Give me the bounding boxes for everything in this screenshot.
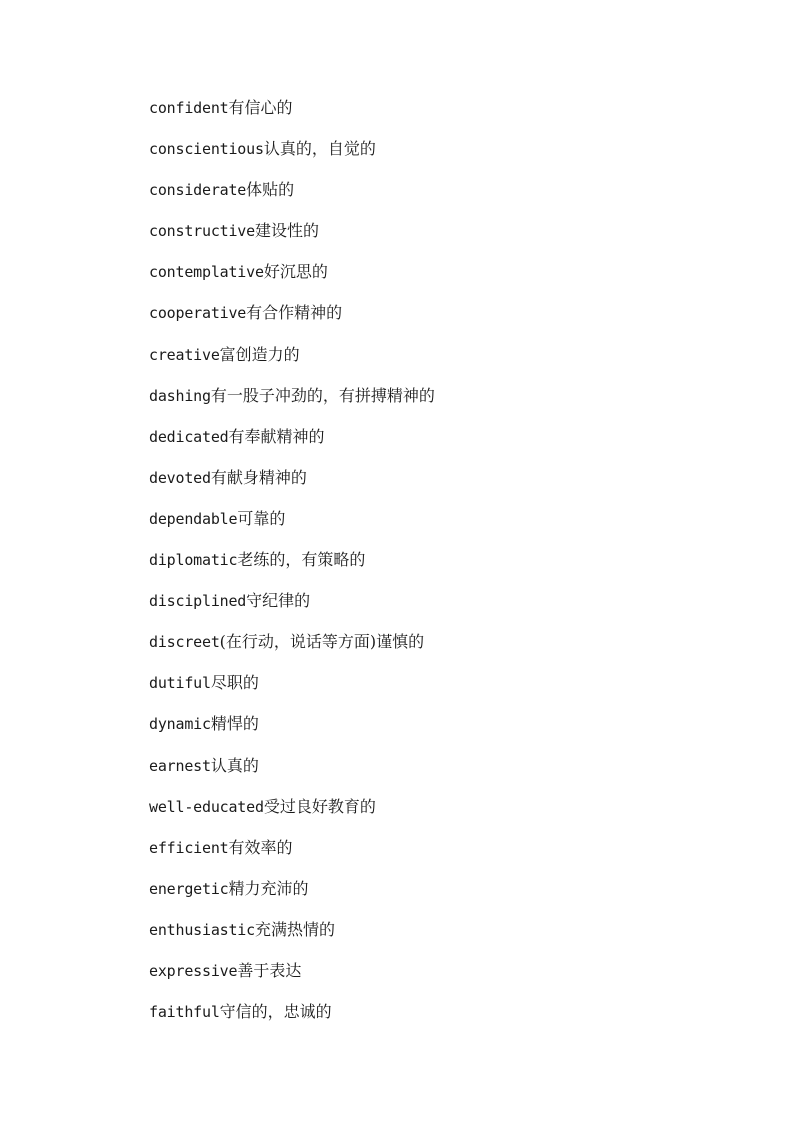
term: contemplative (149, 263, 264, 282)
term: earnest (149, 756, 211, 775)
term: disciplined (149, 592, 247, 611)
gloss: 建设性的 (254, 221, 319, 241)
gloss: (在行动，说话等方面)谨慎的 (219, 632, 425, 652)
gloss: 有合作精神的 (246, 303, 343, 323)
gloss: 精悍的 (210, 714, 259, 734)
gloss: 尽职的 (210, 673, 259, 693)
gloss: 守纪律的 (246, 591, 311, 611)
term: enthusiastic (149, 920, 255, 939)
term: constructive (149, 222, 255, 241)
gloss: 善于表达 (237, 960, 302, 980)
list-item (149, 796, 435, 837)
list-item (149, 467, 435, 508)
term: dependable (149, 509, 238, 528)
list-item (149, 1001, 435, 1042)
vocabulary-list (149, 97, 435, 1042)
list-item (149, 590, 435, 631)
gloss: 有一股子冲劲的，有拼搏精神的 (210, 385, 435, 405)
list-item (149, 755, 435, 796)
term: efficient (149, 838, 229, 857)
term: dutiful (149, 674, 211, 693)
list-item (149, 261, 435, 302)
term: cooperative (149, 304, 247, 323)
gloss: 受过良好教育的 (263, 796, 376, 816)
list-item (149, 713, 435, 754)
list-item (149, 385, 435, 426)
term: expressive (149, 961, 238, 980)
term: confident (149, 99, 229, 117)
term: dashing (149, 386, 211, 405)
term: dynamic (149, 715, 211, 734)
gloss: 可靠的 (237, 508, 286, 528)
term: faithful (149, 1003, 220, 1022)
list-item (149, 837, 435, 878)
term: devoted (149, 468, 211, 487)
gloss: 老练的，有策略的 (237, 550, 366, 570)
term: conscientious (149, 140, 264, 159)
term: discreet (149, 633, 220, 652)
list-item (149, 97, 435, 138)
list-item (149, 344, 435, 385)
list-item (149, 878, 435, 919)
list-item (149, 549, 435, 590)
gloss: 好沉思的 (263, 262, 328, 282)
list-item (149, 302, 435, 343)
term: dedicated (149, 427, 229, 446)
gloss: 精力充沛的 (228, 878, 309, 898)
list-item (149, 631, 435, 672)
gloss: 有信心的 (228, 98, 293, 117)
gloss: 充满热情的 (254, 919, 335, 939)
gloss: 有效率的 (228, 837, 293, 857)
list-item (149, 672, 435, 713)
list-item (149, 960, 435, 1001)
list-item (149, 508, 435, 549)
gloss: 守信的，忠诚的 (219, 1002, 332, 1022)
term: well-educated (149, 797, 264, 816)
list-item (149, 179, 435, 220)
term: considerate (149, 181, 247, 200)
list-item (149, 919, 435, 960)
list-item (149, 426, 435, 467)
gloss: 有献身精神的 (210, 467, 307, 487)
term: diplomatic (149, 551, 238, 570)
term: energetic (149, 879, 229, 898)
list-item (149, 138, 435, 179)
gloss: 认真的 (210, 755, 259, 775)
gloss: 富创造力的 (219, 344, 300, 364)
gloss: 认真的，自觉的 (263, 139, 376, 159)
list-item (149, 220, 435, 261)
gloss: 体贴的 (246, 180, 295, 200)
gloss: 有奉献精神的 (228, 426, 325, 446)
term: creative (149, 345, 220, 364)
